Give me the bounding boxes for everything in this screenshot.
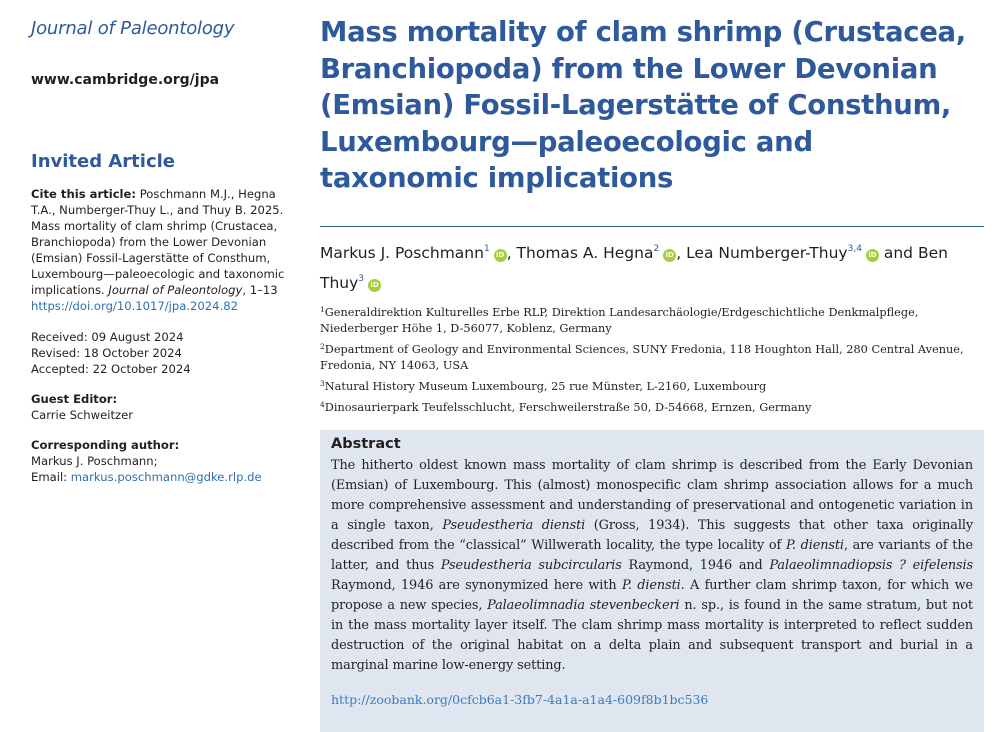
taxon-name: P. diensti [621,578,681,593]
title-divider [320,226,984,227]
affiliation-text: Dinosaurierpark Teufelsschlucht, Ferschweilerstraße 50, D-54668, Ernzen, Germany [324,401,812,414]
affiliation-text: Generaldirektion Kulturelles Erbe RLP, Direktion Landesarchäologie/Erdgeschichtliche Denkmalpflege, Niederberger Höhe 1, D-56077, Koblenz, Germany [320,306,919,335]
orcid-icon[interactable]: iD [866,249,879,262]
affiliation-number: 4 [320,400,325,409]
guest-editor-label: Guest Editor: [31,392,118,406]
abstract-fragment: , are variants of the latter, and thus [331,538,973,573]
author-affiliation-ref[interactable]: 2 [653,244,660,254]
zoobank-link[interactable]: http://zoobank.org/0cfcb6a1-3fb7-4a1a-a1a4-609f8b1bc536 [331,692,709,707]
affiliation-item [320,339,984,374]
affiliations [320,302,984,418]
corresponding-author [31,437,296,485]
received-date: Received: 09 August 2024 [31,330,184,344]
affiliation-number: 1 [320,305,325,314]
guest-editor [31,391,296,423]
abstract-fragment: Raymond, 1946 and [621,558,770,573]
author-list: Markus J. Poschmann$^1$iD , Thomas A. Hegna$^2$iD , Lea Numberger-Thuy$^{3,4}$iD and Ben Thuy$^3$iD [320,244,948,292]
email-label: Email: [31,470,71,484]
email-line [31,469,296,485]
affiliation-number: 2 [320,342,325,351]
sidebar [31,18,296,485]
doi-link[interactable]: https://doi.org/10.1017/jpa.2024.82 [31,299,239,313]
accepted-date: Accepted: 22 October 2024 [31,362,191,376]
abstract-box [320,430,984,732]
affiliation-item [320,376,984,395]
journal-name[interactable]: Journal of Paleontology [31,18,235,39]
author-name: Ben Thuy [320,244,948,292]
corresponding-name: Markus J. Poschmann; [31,454,158,468]
taxon-name: Palaeolimnadiopsis ? eifelensis [769,558,974,573]
cite-label: Cite this article: [31,187,137,201]
abstract-fragment: The hitherto oldest known mass mortality of clam shrimp is described from the Early Devonian (Emsian) of Luxembourg. This (almost) monospecific clam shrimp association allows for a much more comprehensive assessment and understanding of preservational and ontogenetic variation in a single taxon, [331,458,973,533]
cite-pages: , 1–13 [242,283,278,297]
cite-text: Poschmann M.J., Hegna T.A., Numberger-Thuy L., and Thuy B. 2025. Mass mortality of clam shrimp (Crustacea, Branchiopoda) from the Lower Devonian (Emsian) Fossil-Lagerstätte of Consthum, Luxembourg—paleoecologic and taxonomic implications. [31,187,285,297]
author-name: Thomas A. Hegna [516,244,654,262]
orcid-icon[interactable]: iD [663,249,676,262]
citation-block [31,186,296,314]
taxon-name: Pseudestheria diensti [442,518,586,533]
article-type: Invited Article [31,151,176,172]
affiliation-text: Natural History Museum Luxembourg, 25 rue Münster, L-2160, Luxembourg [324,380,767,393]
affiliation-item [320,397,984,416]
author-affiliation-ref[interactable]: 3,4 [847,244,862,254]
abstract-fragment: n. sp., is found in the same stratum, but not in the mass mortality layer itself. The clam shrimp mass mortality is interpreted to reflect sudden destruction of the original habitat on a delta plain and subsequent transport and burial in a marginal marine low-energy setting. [331,598,973,673]
author-name: Markus J. Poschmann [320,244,484,262]
abstract-fragment: Raymond, 1946 are synonymized here with [331,578,622,593]
taxon-name: Palaeolimnadia stevenbeckeri [487,598,680,613]
author-affiliation-ref[interactable]: 3 [358,274,365,284]
abstract-fragment: (Gross, 1934). This suggests that other taxa originally described from the “classical” Willwerath locality, the type locality of [331,518,973,553]
taxon-name: P. diensti [785,538,844,553]
affiliation-number: 3 [320,379,325,388]
corresponding-label: Corresponding author: [31,438,180,452]
abstract-fragment: . A further clam shrimp taxon, for which we propose a new species, [331,578,973,613]
author-affiliation-ref[interactable]: 1 [483,244,490,254]
taxon-name: Pseudestheria subcircularis [440,558,622,573]
orcid-icon[interactable]: iD [494,249,507,262]
history-dates [31,329,296,377]
affiliation-item [320,302,984,337]
orcid-icon[interactable]: iD [368,279,381,292]
cite-journal: Journal of Paleontology [108,283,243,297]
affiliation-text: Department of Geology and Environmental Sciences, SUNY Fredonia, 118 Houghton Hall, 280 Central Avenue, Fredonia, NY 14063, USA [320,343,964,372]
abstract-text [331,456,973,676]
guest-editor-name: Carrie Schweitzer [31,408,134,422]
author-name: Lea Numberger-Thuy [686,244,848,262]
journal-website[interactable]: www.cambridge.org/jpa [31,72,220,88]
email-link[interactable]: markus.poschmann@gdke.rlp.de [70,470,262,484]
article-title: Mass mortality of clam shrimp (Crustacea, Branchiopoda) from the Lower Devonian (Emsian) Fossil-Lagerstätte of Consthum, Luxembourg—paleoecologic and taxonomic implications [320,16,966,194]
abstract-heading: Abstract [331,436,401,452]
revised-date: Revised: 18 October 2024 [31,346,182,360]
